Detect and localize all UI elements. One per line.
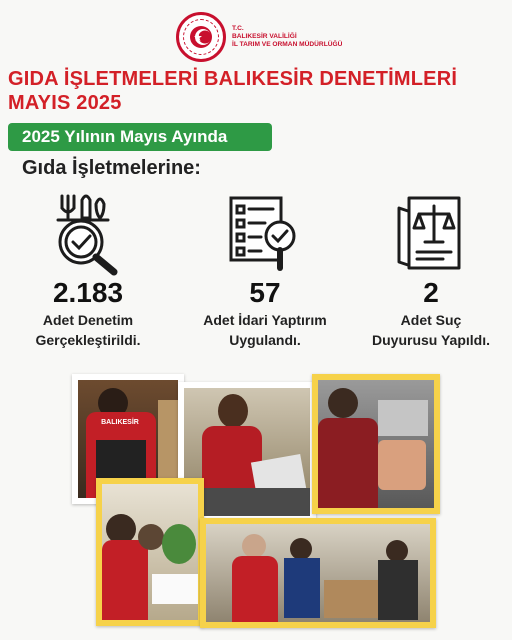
stat-label-line2: Duyurusu Yapıldı. bbox=[372, 332, 490, 348]
logo-line-2: BALIKESİR VALİLİĞİ bbox=[232, 32, 297, 40]
legal-document-scales-icon bbox=[391, 192, 471, 276]
page-title: GIDA İŞLETMELERİ BALIKESİR DENETİMLERİ MAYIS 2025 bbox=[8, 68, 458, 114]
stat-label-line1: Adet İdari Yaptırım bbox=[203, 312, 327, 328]
intro-heading: Gıda İşletmelerine: bbox=[22, 157, 201, 179]
period-banner: 2025 Yılının Mayıs Ayında bbox=[8, 123, 272, 151]
photo-inspector-documents bbox=[96, 478, 204, 626]
stat-sanctions bbox=[180, 192, 350, 350]
ministry-logo bbox=[176, 12, 342, 62]
stat-inspections bbox=[8, 192, 168, 350]
logo-line-1: T.C. bbox=[232, 24, 244, 32]
logo-line-3: İL TARIM VE ORMAN MÜDÜRLÜĞÜ bbox=[232, 41, 343, 49]
stat-criminal-complaints bbox=[356, 192, 506, 350]
photo-inspection-team bbox=[200, 518, 436, 628]
food-inspection-icon bbox=[48, 192, 128, 276]
vest-print: BALIKESİR bbox=[101, 419, 139, 426]
stat-value: 57 bbox=[249, 277, 281, 308]
stat-value: 2 bbox=[423, 277, 439, 308]
checklist-magnifier-icon bbox=[225, 192, 305, 276]
stat-label-line1: Adet Suç bbox=[400, 312, 462, 328]
ministry-seal-icon bbox=[176, 12, 226, 62]
stat-label-line2: Gerçekleştirildi. bbox=[35, 332, 141, 348]
ministry-logo-text bbox=[232, 25, 342, 50]
stat-value: 2.183 bbox=[52, 277, 124, 308]
photo-inspector-meat bbox=[312, 374, 440, 514]
stat-label-line1: Adet Denetim bbox=[42, 312, 134, 328]
stat-label-line2: Uygulandı. bbox=[229, 332, 301, 348]
